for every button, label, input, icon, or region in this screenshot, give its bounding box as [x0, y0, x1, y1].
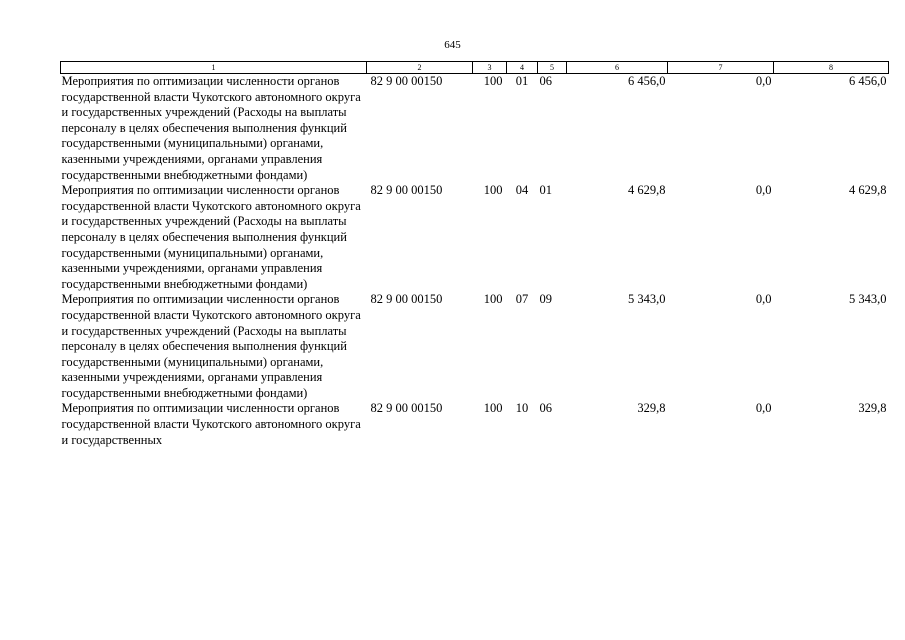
amount-col-8: 5 343,0 [849, 292, 887, 307]
section-code: 10 [515, 401, 529, 416]
column-header: 3 [473, 62, 507, 74]
target-article-code: 82 9 00 00150 [370, 292, 443, 307]
row-name: Мероприятия по оптимизации численности органов государственной власти Чукотского автономного округа и государственных учреждений (Расходы на выплаты персоналу в целях обеспечения выполнения функций государственными (муниципальными) органами, казенными учреждениями, органами управления государственными внебюджетными фондами) [61, 74, 361, 182]
page-number: 645 [444, 39, 461, 51]
row-name: Мероприятия по оптимизации численности органов государственной власти Чукотского автономного округа и государственных [61, 401, 361, 447]
column-header: 8 [774, 62, 889, 74]
row-name: Мероприятия по оптимизации численности органов государственной власти Чукотского автономного округа и государственных учреждений (Расходы на выплаты персоналу в целях обеспечения выполнения функций государственными (муниципальными) органами, казенными учреждениями, органами управления государственными внебюджетными фондами) [61, 183, 361, 291]
amount-col-7: 0,0 [755, 292, 772, 307]
table-row [61, 401, 889, 448]
amount-col-8: 6 456,0 [849, 74, 887, 88]
subsection-code: 09 [539, 292, 552, 307]
budget-table [60, 61, 889, 448]
amount-col-8: 329,8 [858, 401, 887, 416]
row-name: Мероприятия по оптимизации численности органов государственной власти Чукотского автономного округа и государственных учреждений (Расходы на выплаты персоналу в целях обеспечения выполнения функций государственными (муниципальными) органами, казенными учреждениями, органами управления государственными внебюджетными фондами) [61, 292, 361, 400]
column-header: 4 [507, 62, 538, 74]
column-header: 6 [567, 62, 668, 74]
column-header: 7 [668, 62, 774, 74]
section-code: 04 [515, 183, 529, 198]
expense-type-code: 100 [483, 183, 503, 198]
amount-col-7: 0,0 [755, 401, 772, 416]
expense-type-code: 100 [483, 401, 503, 416]
section-code: 07 [515, 292, 529, 307]
subsection-code: 06 [539, 401, 552, 416]
amount-col-6: 5 343,0 [628, 292, 666, 307]
amount-col-8: 4 629,8 [849, 183, 887, 198]
target-article-code: 82 9 00 00150 [370, 401, 443, 416]
table-row [61, 292, 889, 401]
column-header: 5 [538, 62, 567, 74]
amount-col-6: 4 629,8 [628, 183, 666, 198]
subsection-code: 06 [539, 74, 552, 88]
target-article-code: 82 9 00 00150 [370, 183, 443, 198]
expense-type-code: 100 [483, 74, 503, 88]
column-header: 2 [367, 62, 473, 74]
amount-col-6: 6 456,0 [628, 74, 666, 88]
target-article-code: 82 9 00 00150 [370, 74, 443, 88]
table-row [61, 183, 889, 292]
amount-col-7: 0,0 [755, 74, 772, 88]
column-number-row [61, 62, 889, 74]
amount-col-6: 329,8 [637, 401, 666, 416]
expense-type-code: 100 [483, 292, 503, 307]
column-header: 1 [61, 62, 367, 74]
section-code: 01 [515, 74, 529, 88]
amount-col-7: 0,0 [755, 183, 772, 198]
table-row [61, 74, 889, 184]
subsection-code: 01 [539, 183, 552, 198]
